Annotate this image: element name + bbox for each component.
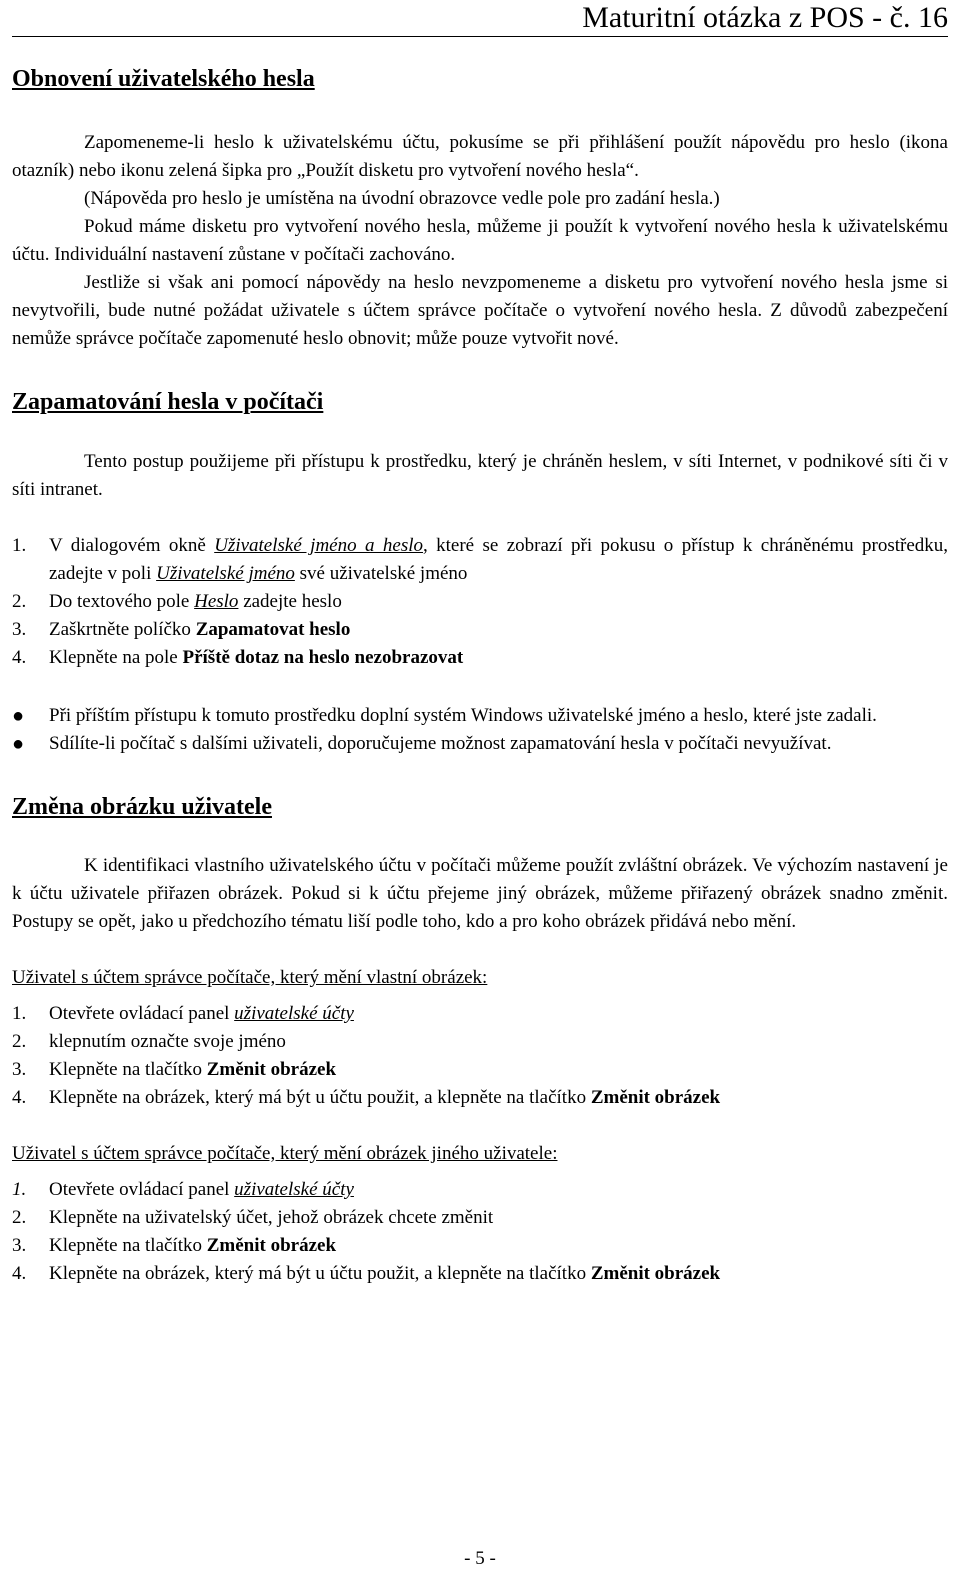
- paragraph: Jestliže si však ani pomocí nápovědy na heslo nevzpomeneme a disketu pro vytvoření nového hesla jsme si nevytvořili, bude nutné požádat uživatele s účtem správce počítače o vytvoření nového hesla. Z důvodů zabezpečení nemůže správce počítače zapomenuté heslo obnovit; může pouze vytvořit nové.: [12, 272, 948, 349]
- list-item: [12, 1260, 948, 1288]
- page-number: - 5 -: [464, 1548, 496, 1569]
- document-body: [12, 64, 948, 1288]
- header-title: Maturitní otázka z POS - č. 16: [582, 1, 948, 34]
- paragraph: (Nápověda pro heslo je umístěna na úvodní obrazovce vedle pole pro zadání hesla.): [84, 188, 720, 209]
- list-text: Při příštím přístupu k tomuto prostředku doplní systém Windows uživatelské jméno a heslo, které jste zadali.: [49, 705, 877, 726]
- list-text: Klepněte na tlačítko Změnit obrázek: [49, 1059, 337, 1080]
- list-text: Klepněte na obrázek, který má být u účtu použit, a klepněte na tlačítko Změnit obrázek: [49, 1263, 721, 1284]
- subsection-title: Uživatel s účtem správce počítače, který mění obrázek jiného uživatele:: [12, 1143, 558, 1164]
- list-number: 2.: [12, 1207, 27, 1228]
- list-item: [12, 1028, 948, 1056]
- list-item: [12, 644, 948, 672]
- bullet-icon: ●: [12, 705, 25, 727]
- section-heading-change-picture: Změna obrázku uživatele: [12, 794, 272, 820]
- list-number: 3.: [12, 619, 27, 640]
- list-text: Do textového pole Heslo zadejte heslo: [49, 591, 342, 612]
- paragraph: K identifikaci vlastního uživatelského účtu v počítači můžeme použít zvláštní obrázek. Ve výchozím nastavení je k účtu uživatele přiřazen obrázek. Pokud si k účtu přejeme jiný obrázek, můžeme přiřazený obrázek snadno změnit. Postupy se opět, jako u předchozího tématu liší podle toho, kdo a pro koho obrázek přidává nebo mění.: [12, 855, 948, 932]
- list-item: [12, 1084, 948, 1112]
- list-item: [12, 616, 948, 644]
- numbered-list: [12, 1000, 948, 1112]
- section-heading-remember-password: Zapamatování hesla v počítači: [12, 389, 324, 415]
- list-text: Otevřete ovládací panel uživatelské účty: [49, 1003, 354, 1024]
- list-text: V dialogovém okně Uživatelské jméno a heslo, které se zobrazí při pokusu o přístup k chráněnému prostředku, zadejte v poli Uživatelské jméno své uživatelské jméno: [49, 535, 948, 584]
- list-number: 4.: [12, 1263, 27, 1284]
- list-item: [12, 702, 948, 730]
- list-number: 1.: [12, 535, 27, 556]
- field-name: Uživatelské jméno: [156, 563, 295, 584]
- list-text: Klepněte na uživatelský účet, jehož obrázek chcete změnit: [49, 1207, 494, 1228]
- paragraph: Pokud máme disketu pro vytvoření nového hesla, můžeme ji použít k vytvoření nového hesla k uživatelskému účtu. Individuální nastavení zůstane v počítači zachováno.: [12, 216, 948, 265]
- list-item: [12, 532, 948, 588]
- list-text: Klepněte na tlačítko Změnit obrázek: [49, 1235, 337, 1256]
- paragraph: Zapomeneme-li heslo k uživatelskému účtu, pokusíme se při přihlášení použít nápovědu pro heslo (ikona otazník) nebo ikonu zelená šipka pro „Použít disketu pro vytvoření nového hesla“.: [12, 132, 948, 181]
- list-number: 1.: [12, 1003, 27, 1024]
- list-number: 4.: [12, 647, 27, 668]
- section-heading-password-recovery: Obnovení uživatelského hesla: [12, 66, 315, 92]
- page-header: [12, 2, 948, 37]
- control-panel-name: uživatelské účty: [234, 1179, 354, 1200]
- list-number: 1.: [12, 1179, 27, 1200]
- list-number: 2.: [12, 591, 27, 612]
- numbered-list: [12, 1176, 948, 1288]
- bullet-icon: ●: [12, 733, 25, 755]
- bullet-list: [12, 702, 948, 758]
- numbered-list: [12, 532, 948, 672]
- list-text: Sdílíte-li počítač s dalšími uživateli, doporučujeme možnost zapamatování hesla v počítači nevyužívat.: [49, 733, 832, 754]
- list-item: [12, 1232, 948, 1260]
- list-number: 4.: [12, 1087, 27, 1108]
- list-text: Klepněte na obrázek, který má být u účtu použit, a klepněte na tlačítko Změnit obrázek: [49, 1087, 721, 1108]
- list-text: klepnutím označte svoje jméno: [49, 1031, 286, 1052]
- list-text: Klepněte na pole Příště dotaz na heslo nezobrazovat: [49, 647, 464, 668]
- field-name: Heslo: [194, 591, 239, 612]
- list-item: [12, 588, 948, 616]
- list-item: [12, 1176, 948, 1204]
- list-item: [12, 1000, 948, 1028]
- control-panel-name: uživatelské účty: [234, 1003, 354, 1024]
- list-number: 2.: [12, 1031, 27, 1052]
- list-number: 3.: [12, 1059, 27, 1080]
- subsection-title: Uživatel s účtem správce počítače, který mění vlastní obrázek:: [12, 967, 488, 988]
- list-text: Otevřete ovládací panel uživatelské účty: [49, 1179, 354, 1200]
- list-text: Zaškrtněte políčko Zapamatovat heslo: [49, 619, 351, 640]
- list-item: [12, 1204, 948, 1232]
- paragraph: Tento postup použijeme při přístupu k prostředku, který je chráněn heslem, v síti Internet, v podnikové síti či v síti intranet.: [12, 451, 948, 500]
- dialog-name: Uživatelské jméno a heslo: [214, 535, 423, 556]
- list-item: [12, 1056, 948, 1084]
- list-number: 3.: [12, 1235, 27, 1256]
- list-item: [12, 730, 948, 758]
